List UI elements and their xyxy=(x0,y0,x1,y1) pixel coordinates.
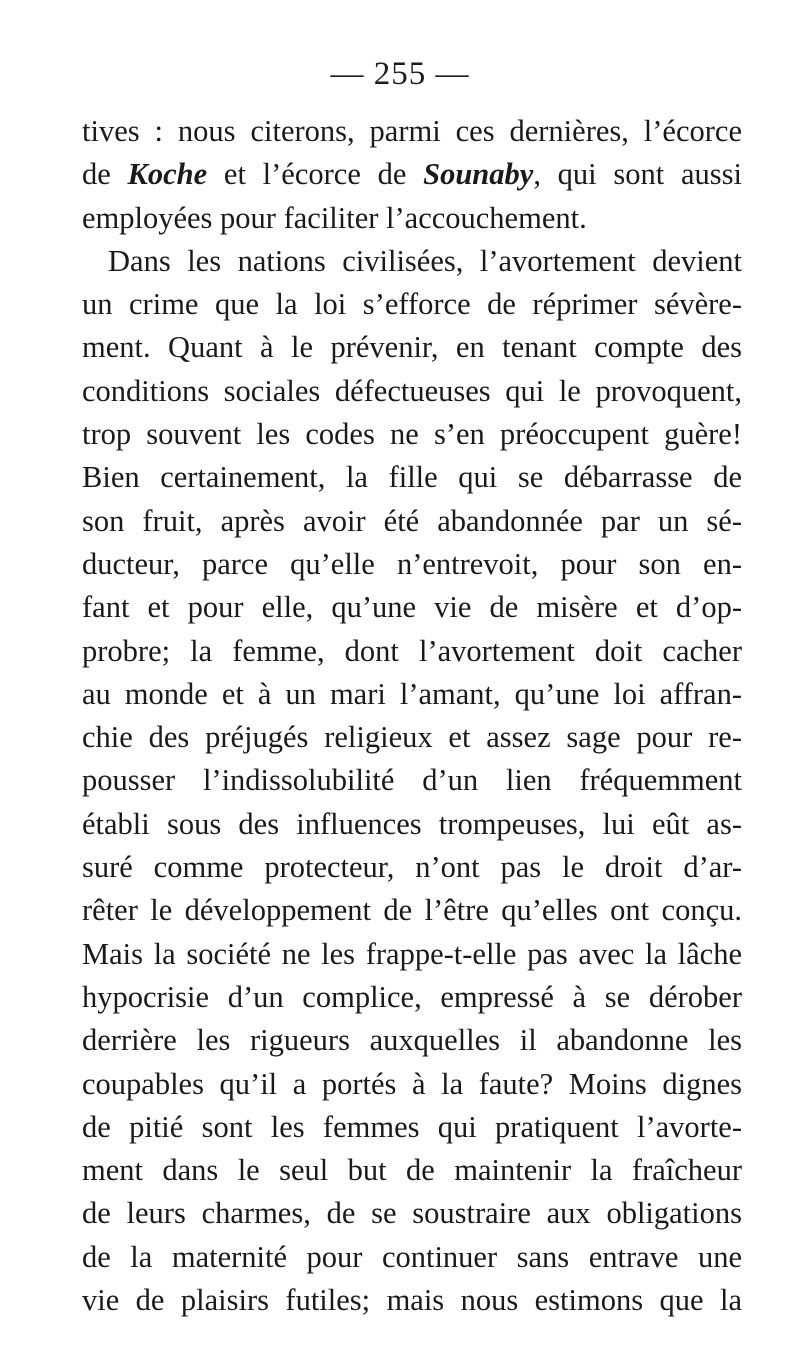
text-line: chie des préjugés religieux et assez sage pour re- xyxy=(82,720,742,755)
text-line: ment. Quant à le prévenir, en tenant compte des xyxy=(82,330,742,365)
text-line: hypocrisie d’un complice, empressé à se dérober xyxy=(82,979,742,1014)
text-line: ment dans le seul but de maintenir la fraîcheur xyxy=(82,1153,742,1188)
text-line: fant et pour elle, qu’une vie de misère et d’op- xyxy=(82,590,742,625)
text-line: derrière les rigueurs auxquelles il abandonne les xyxy=(82,1023,742,1058)
text-line: de leurs charmes, de se soustraire aux obligations xyxy=(82,1196,742,1231)
text-run: et l’écorce de xyxy=(207,157,424,192)
text-line: vie de plaisirs futiles; mais nous estimons que la xyxy=(82,1283,742,1318)
text-line: Dans les nations civilisées, l’avortement devient xyxy=(108,243,742,278)
plant-name-koche: Koche xyxy=(127,157,208,192)
text-line: ducteur, parce qu’elle n’entrevoit, pour son en- xyxy=(82,546,742,581)
text-line: pousser l’indissolubilité d’un lien fréquemment xyxy=(82,763,742,798)
text-line: coupables qu’il a portés à la faute? Moins dignes xyxy=(82,1066,742,1101)
text-run: , qui sont aussi xyxy=(533,157,742,192)
text-line: établi sous des influences trompeuses, lui eût as- xyxy=(82,806,742,841)
text-line: suré comme protecteur, n’ont pas le droit d’ar- xyxy=(82,850,742,885)
plant-name-sounaby: Sounaby xyxy=(423,157,534,192)
text-line: tives : nous citerons, parmi ces dernières, l’écorce xyxy=(82,114,742,148)
text-line: employées pour faciliter l’accouchement. xyxy=(82,200,587,235)
text-line: son fruit, après avoir été abandonnée par un sé- xyxy=(82,503,742,538)
text-line: rêter le développement de l’être qu’elles ont conçu. xyxy=(82,893,742,928)
text-line: probre; la femme, dont l’avortement doit cacher xyxy=(82,633,742,668)
text-line: Bien certainement, la fille qui se débarrasse de xyxy=(82,460,742,495)
text-line: trop souvent les codes ne s’en préoccupent guère! xyxy=(82,417,742,452)
text-line: au monde et à un mari l’amant, qu’une loi affran- xyxy=(82,676,742,711)
page-number: — 255 — xyxy=(330,56,470,92)
text-line: conditions sociales défectueuses qui le provoquent, xyxy=(82,373,742,408)
text-line xyxy=(82,153,742,196)
text-run: de xyxy=(82,157,128,192)
text-line: de la maternité pour continuer sans entrave une xyxy=(82,1239,742,1274)
body-text xyxy=(82,110,742,1322)
text-line: Mais la société ne les frappe-t-elle pas avec la lâche xyxy=(82,936,742,971)
text-line: de pitié sont les femmes qui pratiquent l’avorte- xyxy=(82,1109,742,1144)
text-line: un crime que la loi s’efforce de réprimer sévère- xyxy=(82,287,742,322)
